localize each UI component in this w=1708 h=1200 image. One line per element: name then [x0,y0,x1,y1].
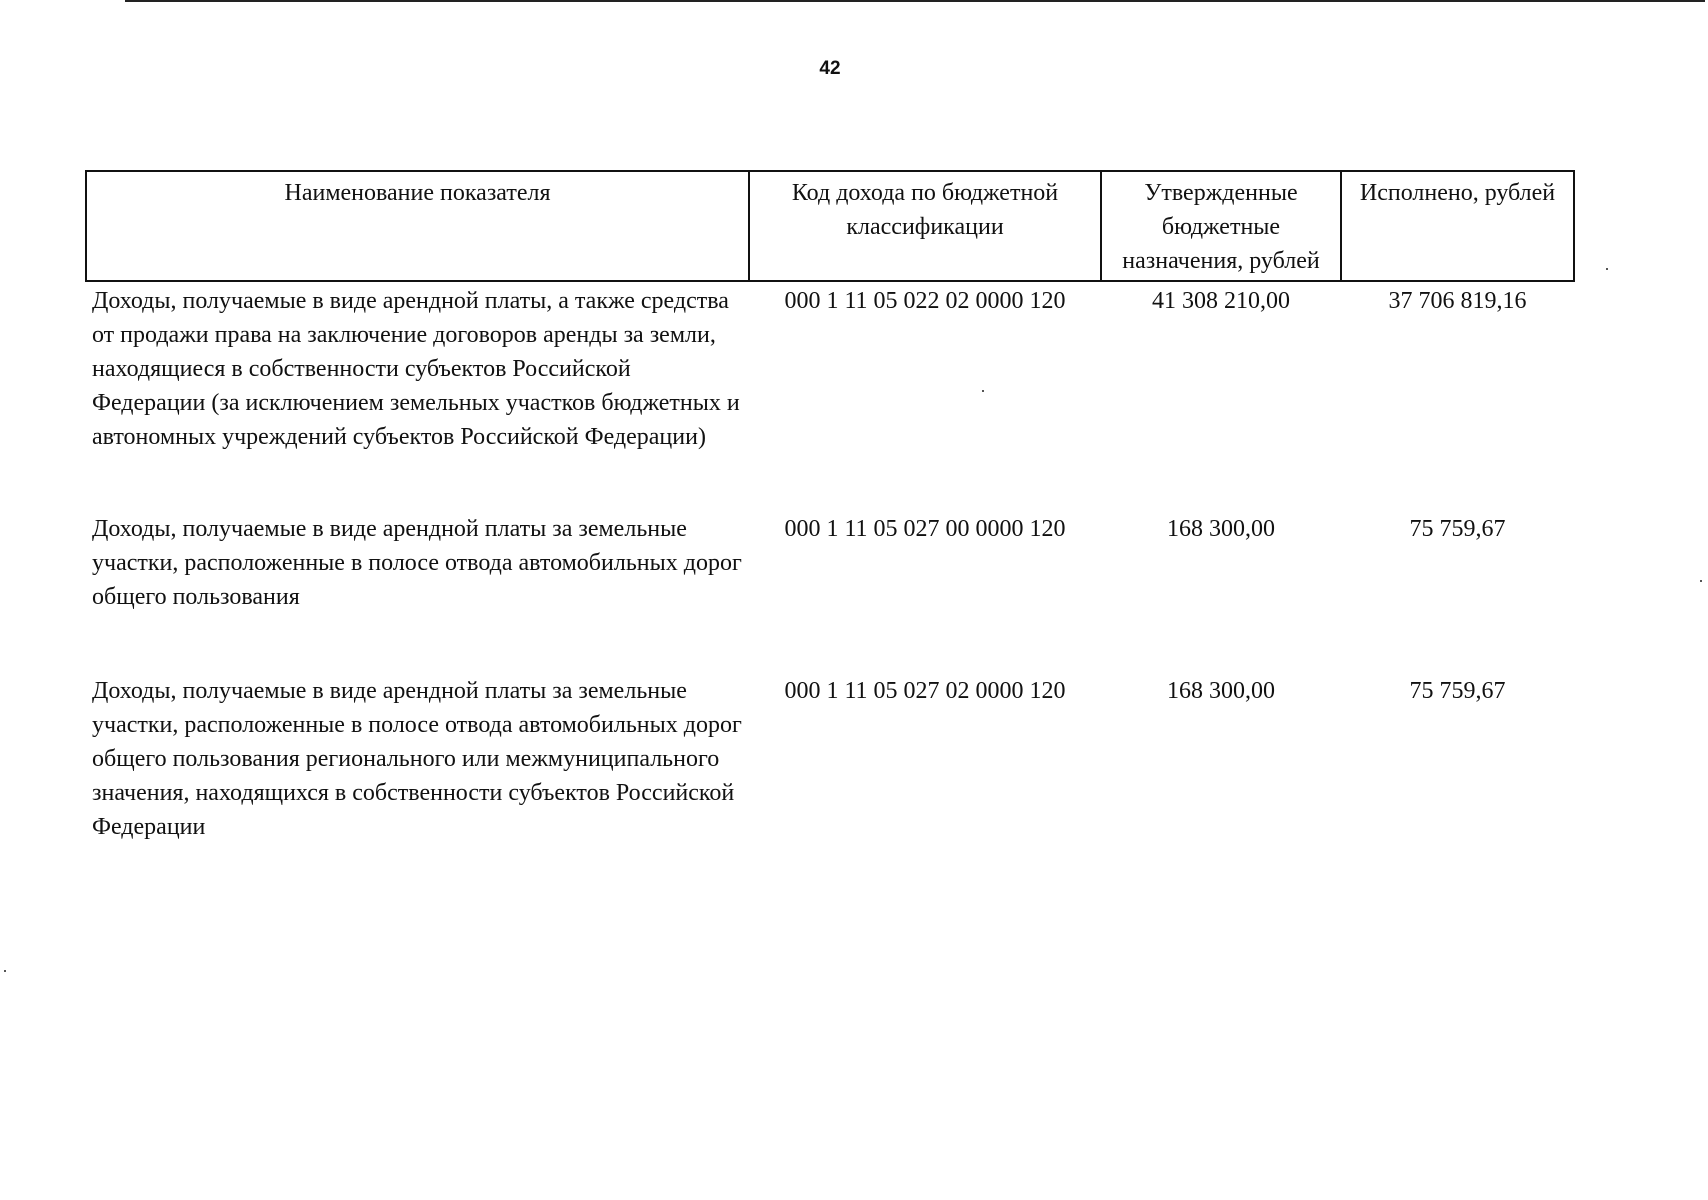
executed-amount-cell: 37 706 819,16 [1388,288,1527,314]
indicator-name-cell: Доходы, получаемые в виде арендной платы, а также средства от продажи права на заключение договоров аренды за земли, находящиеся в собственности субъектов Российской Федерации (за исключением земельных участков бюджетных и автономных учреждений субъектов Российской Федерации) [92,288,740,450]
scan-speck [4,970,6,972]
approved-amount-cell: 168 300,00 [1167,516,1275,542]
indicator-name-cell: Доходы, получаемые в виде арендной платы за земельные участки, расположенные в полосе отвода автомобильных дорог общего пользования [92,516,742,610]
scan-border-line [125,0,1705,2]
approved-amount-cell: 168 300,00 [1167,678,1275,704]
column-header-name: Наименование показателя [86,171,749,281]
executed-amount-cell: 75 759,67 [1409,516,1506,542]
executed-amount-cell: 75 759,67 [1409,678,1506,704]
budget-revenue-table [85,170,1575,844]
table-row [86,510,1574,672]
table-body [86,281,1574,844]
header-row [86,171,1574,281]
revenue-code-cell: 000 1 11 05 027 02 0000 120 [784,678,1066,704]
revenue-code-cell: 000 1 11 05 027 00 0000 120 [784,516,1066,542]
page-number: 42 [819,58,841,79]
column-header-code: Код дохода по бюджетной классификации [749,171,1101,281]
table-row [86,281,1574,510]
table-row [86,672,1574,844]
column-header-executed: Исполнено, рублей [1341,171,1574,281]
approved-amount-cell: 41 308 210,00 [1152,288,1290,314]
revenue-code-cell: 000 1 11 05 022 02 0000 120 [784,288,1066,314]
column-header-approved: Утвержденные бюджетные назначения, рублей [1101,171,1341,281]
scan-speck [982,390,984,392]
table-header [86,171,1574,281]
scan-speck [1606,268,1608,270]
scan-speck [1700,580,1702,582]
indicator-name-cell: Доходы, получаемые в виде арендной платы за земельные участки, расположенные в полосе отвода автомобильных дорог общего пользования регионального или межмуниципального значения, находящихся в собственности субъектов Российской Федерации [92,678,742,840]
